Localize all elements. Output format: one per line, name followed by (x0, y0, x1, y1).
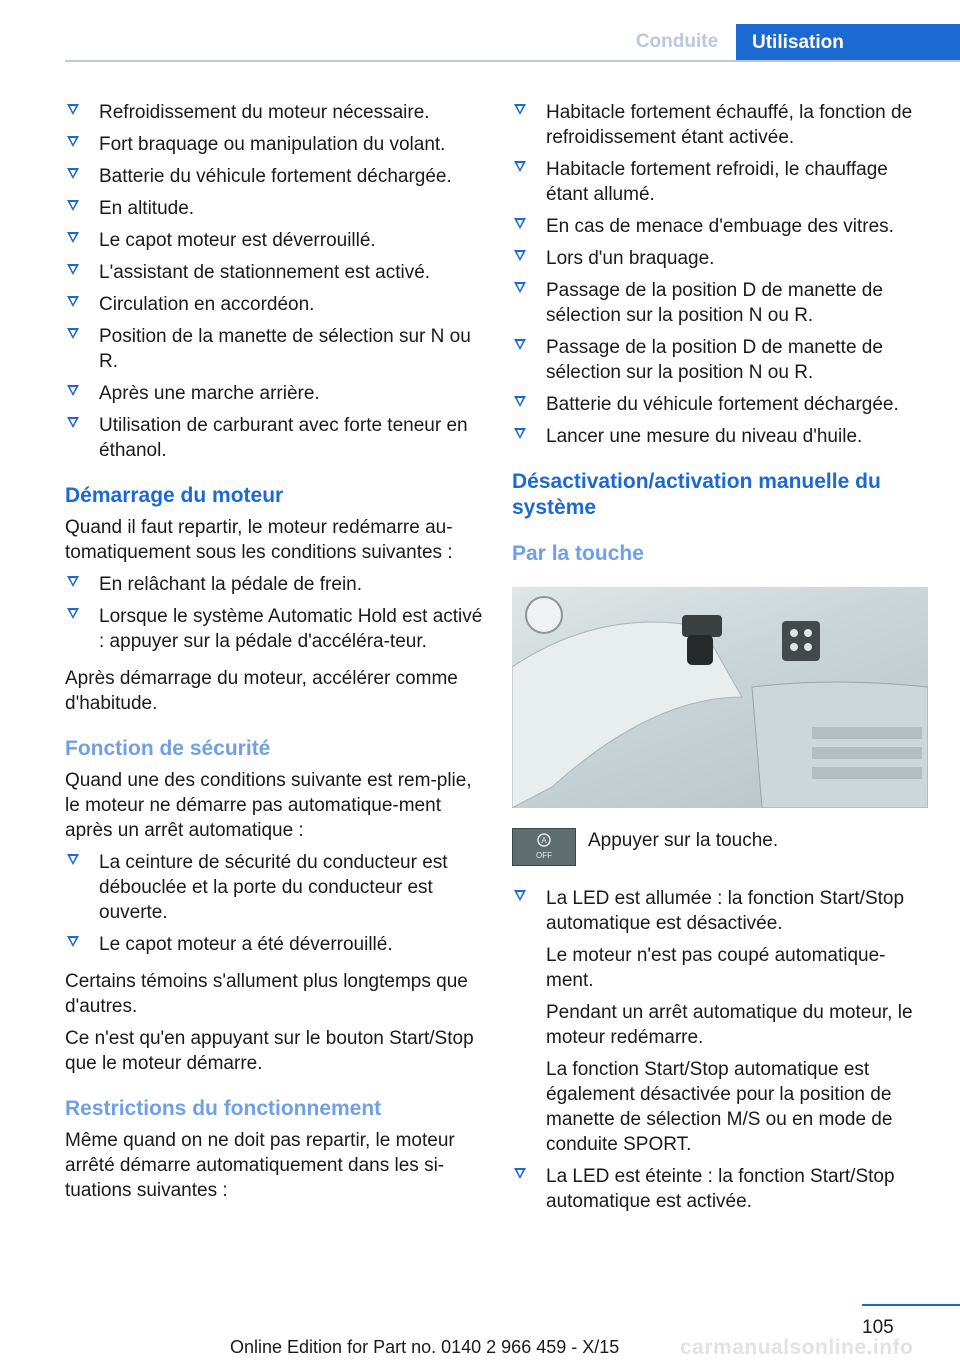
list-item: En altitude. (65, 196, 485, 221)
section-heading-par-la-touche: Par la touche (512, 542, 644, 565)
switch-dot (804, 629, 812, 637)
tab-conduite[interactable]: Conduite (635, 31, 719, 52)
switch-dot (790, 643, 798, 651)
bullet-triangle-icon (67, 608, 79, 619)
section-heading-restrictions: Restrictions du fonctionnement (65, 1097, 382, 1120)
demarrage-list (65, 572, 485, 654)
list-item: Passage de la position D de manette de sélection sur la position N ou R. (512, 335, 932, 385)
bullet-triangle-icon (67, 296, 79, 307)
restrictions-list (512, 100, 932, 449)
left-column (65, 100, 485, 1210)
bullet-triangle-icon (514, 250, 526, 261)
vent-slat (812, 767, 922, 779)
list-item: En cas de menace d'embuage des vitres. (512, 214, 932, 239)
bullet-triangle-icon (514, 890, 526, 901)
list-item: Batterie du véhicule fortement déchargée. (512, 392, 932, 417)
button-instruction: Appuyer sur la touche. (588, 830, 779, 851)
securite-list (65, 850, 485, 957)
bullet-triangle-icon (514, 282, 526, 293)
list-item: Utilisation de carburant avec forte teneur en éthanol. (65, 413, 485, 463)
auto-start-stop-glyph (513, 829, 575, 865)
footer-divider (862, 1304, 960, 1306)
console-shape (752, 682, 928, 808)
restrictions-intro: Même quand on ne doit pas repartir, le moteur arrêté démarre automatiquement dans les si-tuations suivantes : (65, 1130, 455, 1201)
watermark: carmanualsonline.info (680, 1336, 914, 1359)
stalk-shape (682, 615, 722, 637)
list-item: Lancer une mesure du niveau d'huile. (512, 424, 932, 449)
bullet-triangle-icon (514, 428, 526, 439)
list-item: La LED est éteinte : la fonction Start/Stop automatique est activée. (512, 1164, 932, 1214)
demarrage-after: Après démarrage du moteur, accélérer comme d'habitude. (65, 668, 458, 714)
bullet-triangle-icon (514, 1168, 526, 1179)
demarrage-intro: Quand il faut repartir, le moteur redémarre au-tomatiquement sous les conditions suivantes : (65, 517, 453, 563)
led-list (512, 886, 932, 1214)
vent-slat (812, 727, 922, 739)
auto-start-stop-button-icon (512, 828, 576, 866)
bullet-triangle-icon (67, 168, 79, 179)
tab-utilisation[interactable]: Utilisation (736, 24, 960, 61)
list-item: L'assistant de stationnement est activé. (65, 260, 485, 285)
list-item: Refroidissement du moteur nécessaire. (65, 100, 485, 125)
list-item: Batterie du véhicule fortement déchargée. (65, 164, 485, 189)
dashboard-photo (512, 587, 928, 808)
header-divider (65, 60, 960, 62)
list-item: Le capot moteur a été déverrouillé. (65, 932, 485, 957)
bullet-triangle-icon (514, 104, 526, 115)
edition-text: Online Edition for Part no. 0140 2 966 459 - X/15 (230, 1337, 620, 1357)
list-item: Après une marche arrière. (65, 381, 485, 406)
bullet-triangle-icon (67, 417, 79, 428)
vent-slat (812, 747, 922, 759)
list-item: La LED est allumée : la fonction Start/Stop automatique est désactivée. Le moteur n'est pas coupé automatique-ment. Pendant un arrêt automatique du moteur, le moteur redémarre. La fonction Start/Stop automatique est également désactivée pour la position de manette de sélection M/S ou en mode de conduite SPORT. (512, 886, 932, 1157)
restart-conditions-list (65, 100, 485, 463)
page-header (0, 0, 960, 62)
securite-intro: Quand une des conditions suivante est rem-plie, le moteur ne démarre pas automatique-ment après un arrêt automatique : (65, 770, 472, 841)
bullet-triangle-icon (514, 339, 526, 350)
right-column (512, 100, 932, 1226)
bullet-triangle-icon (67, 328, 79, 339)
bullet-triangle-icon (67, 200, 79, 211)
button-panel-shape (782, 621, 820, 661)
bullet-triangle-icon (67, 385, 79, 396)
bullet-triangle-icon (514, 161, 526, 172)
list-item: Le capot moteur est déverrouillé. (65, 228, 485, 253)
list-item: La ceinture de sécurité du conducteur est débouclée et la porte du conducteur est ouverte. (65, 850, 485, 925)
securite-paragraph-1: Certains témoins s'allument plus longtemps que d'autres. (65, 971, 468, 1017)
list-item: Passage de la position D de manette de sélection sur la position N ou R. (512, 278, 932, 328)
bullet-triangle-icon (67, 136, 79, 147)
bullet-triangle-icon (67, 936, 79, 947)
bullet-triangle-icon (67, 232, 79, 243)
list-item: Position de la manette de sélection sur N ou R. (65, 324, 485, 374)
bullet-triangle-icon (67, 104, 79, 115)
switch-dot (804, 643, 812, 651)
bullet-triangle-icon (67, 854, 79, 865)
section-heading-demarrage: Démarrage du moteur (65, 484, 284, 507)
section-heading-securite: Fonction de sécurité (65, 737, 271, 760)
securite-paragraph-2: Ce n'est qu'en appuyant sur le bouton Start/Stop que le moteur démarre. (65, 1028, 474, 1074)
list-item: Fort braquage ou manipulation du volant. (65, 132, 485, 157)
bullet-triangle-icon (67, 576, 79, 587)
list-item: Lorsque le système Automatic Hold est activé : appuyer sur la pédale d'accéléra-teur. (65, 604, 485, 654)
list-item: Lors d'un braquage. (512, 246, 932, 271)
list-item: En relâchant la pédale de frein. (65, 572, 485, 597)
page-number: 105 (862, 1317, 894, 1338)
button-icon-off-text: OFF (536, 851, 552, 860)
bullet-triangle-icon (514, 396, 526, 407)
switch-dot (790, 629, 798, 637)
list-item: Habitacle fortement échauffé, la fonction de refroidissement étant activée. (512, 100, 932, 150)
button-row (512, 828, 932, 872)
section-heading-desactivation: Désactivation/activation manuelle du système (512, 470, 881, 519)
bullet-triangle-icon (67, 264, 79, 275)
button-icon-text: A (541, 836, 547, 845)
list-item: Habitacle fortement refroidi, le chauffage étant allumé. (512, 157, 932, 207)
list-item: Circulation en accordéon. (65, 292, 485, 317)
bullet-triangle-icon (514, 218, 526, 229)
logo-badge (526, 597, 562, 633)
stalk-grip-shape (687, 635, 713, 665)
dashboard-illustration (512, 587, 928, 808)
